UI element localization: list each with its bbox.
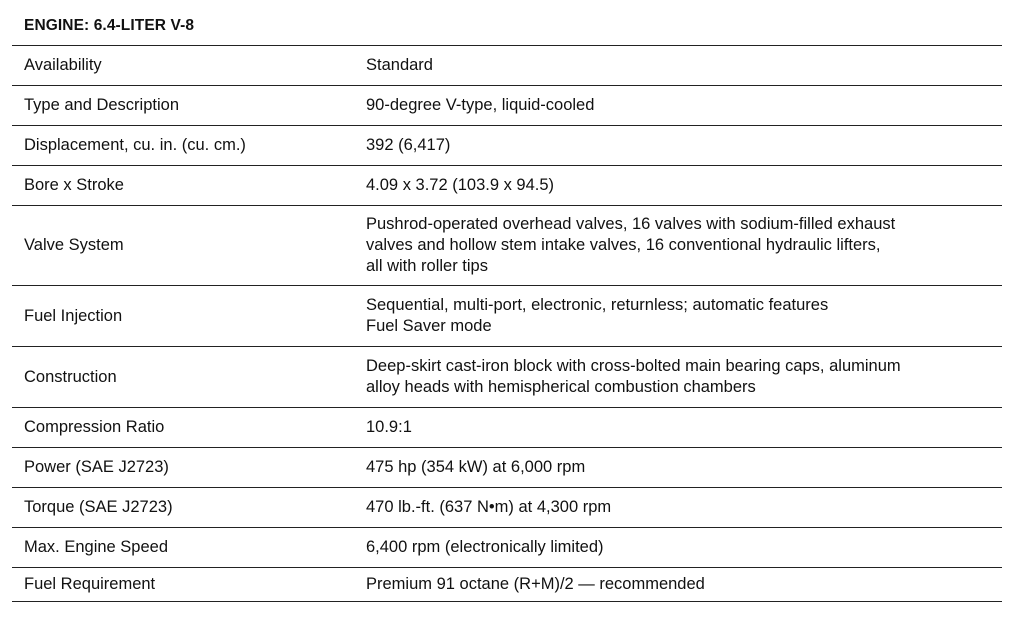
- row-label: Type and Description: [24, 96, 180, 114]
- row-label: Power (SAE J2723): [24, 458, 169, 476]
- row-value: [366, 286, 986, 346]
- row-value: [366, 568, 986, 601]
- row-value-line: 4.09 x 3.72 (103.9 x 94.5): [366, 176, 555, 194]
- row-value-line: Sequential, multi-port, electronic, returnless; automatic features: [366, 296, 829, 314]
- table-title: ENGINE: 6.4-LITER V-8: [24, 17, 195, 34]
- row-value: [366, 46, 986, 85]
- table-row: [12, 568, 1002, 602]
- table-row: [12, 408, 1002, 448]
- row-value-line: valves and hollow stem intake valves, 16 conventional hydraulic lifters,: [366, 236, 881, 254]
- row-value-line: 475 hp (354 kW) at 6,000 rpm: [366, 458, 586, 476]
- row-value-line: Deep-skirt cast-iron block with cross-bolted main bearing caps, aluminum: [366, 357, 901, 375]
- row-label: Max. Engine Speed: [24, 538, 169, 556]
- row-value: [366, 408, 986, 447]
- row-label: Fuel Requirement: [24, 575, 156, 593]
- row-label: Valve System: [24, 236, 124, 254]
- row-label: Availability: [24, 56, 102, 74]
- row-label: Displacement, cu. in. (cu. cm.): [24, 136, 246, 154]
- row-value: [366, 448, 986, 487]
- row-label: Fuel Injection: [24, 306, 123, 325]
- spec-table: [12, 0, 1002, 602]
- row-value: [366, 206, 986, 285]
- table-row: [12, 286, 1002, 347]
- row-value-line: Premium 91 octane (R+M)/2 — recommended: [366, 575, 705, 593]
- row-value: [366, 488, 986, 527]
- table-row: [12, 46, 1002, 86]
- table-row: [12, 347, 1002, 408]
- row-value: [366, 126, 986, 165]
- row-value: [366, 528, 986, 567]
- row-value: [366, 347, 986, 407]
- row-value-line: 10.9:1: [366, 418, 412, 436]
- row-label: Construction: [24, 367, 117, 386]
- table-row: [12, 86, 1002, 126]
- table-row: [12, 528, 1002, 568]
- row-value-line: 90-degree V-type, liquid-cooled: [366, 96, 595, 114]
- row-value-line: all with roller tips: [366, 257, 488, 275]
- row-label: Compression Ratio: [24, 418, 165, 436]
- row-label: Torque (SAE J2723): [24, 498, 173, 516]
- table-row: [12, 488, 1002, 528]
- table-row: [12, 206, 1002, 286]
- table-row: [12, 448, 1002, 488]
- row-value: [366, 166, 986, 205]
- row-value-line: alloy heads with hemispherical combustion chambers: [366, 378, 756, 396]
- row-value-line: Standard: [366, 56, 433, 74]
- row-label: Bore x Stroke: [24, 176, 124, 194]
- row-value-line: 392 (6,417): [366, 136, 451, 154]
- table-title-row: [12, 0, 1002, 46]
- row-value-line: Fuel Saver mode: [366, 317, 492, 335]
- table-row: [12, 126, 1002, 166]
- row-value: [366, 86, 986, 125]
- row-value-line: Pushrod-operated overhead valves, 16 valves with sodium-filled exhaust: [366, 215, 896, 233]
- table-row: [12, 166, 1002, 206]
- row-value-line: 470 lb.-ft. (637 N•m) at 4,300 rpm: [366, 498, 612, 516]
- row-value-line: 6,400 rpm (electronically limited): [366, 538, 604, 556]
